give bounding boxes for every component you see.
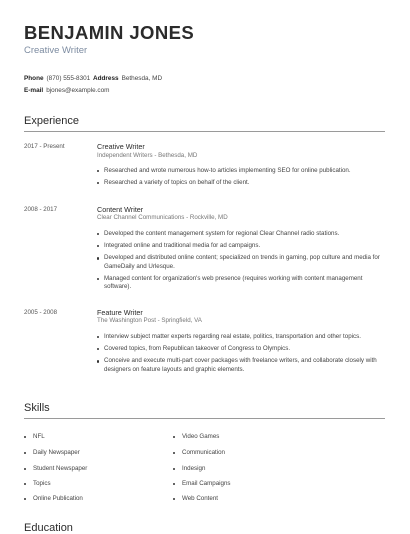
job-bullet: Researched and wrote numerous how-to articles implementing SEO for online publication.: [97, 167, 385, 175]
contact-address: [93, 75, 162, 82]
candidate-name: BENJAMIN JONES: [24, 22, 195, 43]
address-label: Address: [93, 75, 119, 82]
contact-phone: [24, 75, 90, 82]
address-value: Bethesda, MD: [121, 75, 163, 82]
email-value: bjones@example.com: [46, 87, 110, 94]
job-bullet: Interview subject matter experts regarding real estate, politics, transportation and other topics.: [97, 333, 385, 341]
skill-item: Online Publication: [24, 495, 83, 502]
job-employer: Independent Writers - Bethesda, MD: [97, 152, 198, 159]
job-bullet: Managed content for organization's web presence (requires working with content management software).: [97, 275, 385, 291]
job-bullet: Covered topics, from Republican takeover of Congress to Olympics.: [97, 345, 385, 353]
skill-item: Video Games: [173, 433, 219, 440]
job-dates: 2008 - 2017: [24, 206, 58, 213]
phone-value: (870) 555-8301: [46, 75, 91, 82]
skill-item: Email Campaigns: [173, 480, 231, 487]
job-title: Feature Writer: [97, 308, 143, 317]
experience-heading: Experience: [24, 115, 80, 127]
skill-item: Indesign: [173, 465, 205, 472]
skills-divider: [24, 418, 385, 419]
job-bullets: [97, 333, 385, 374]
skill-item: Daily Newspaper: [24, 449, 80, 456]
job-employer: Clear Channel Communications - Rockville, MD: [97, 214, 228, 221]
job-bullet: Conceive and execute multi-part cover packages with freelance writers, and collaborate closely with designers on feature layouts and graphic elements.: [97, 357, 385, 373]
job-bullet: Integrated online and traditional media for ad campaigns.: [97, 242, 385, 250]
job-dates: 2017 - Present: [24, 143, 65, 150]
job-bullet: Developed and distributed online content; specialized on trends in gaming, pop culture and media for GameDaily and Urlesque.: [97, 254, 385, 270]
job-bullet: Researched a variety of topics on behalf of the client.: [97, 179, 385, 187]
job-bullet: Developed the content management system for regional Clear Channel radio stations.: [97, 230, 385, 238]
skill-item: NFL: [24, 433, 45, 440]
candidate-title: Creative Writer: [24, 45, 88, 56]
skill-item: Student Newspaper: [24, 465, 87, 472]
education-heading: Education: [24, 522, 73, 534]
skill-item: Topics: [24, 480, 51, 487]
phone-label: Phone: [24, 75, 44, 82]
job-bullets: [97, 167, 385, 187]
contact-email: [24, 87, 110, 94]
job-title: Content Writer: [97, 205, 144, 214]
job-bullets: [97, 230, 385, 291]
job-employer: The Washington Post - Springfield, VA: [97, 317, 202, 324]
experience-divider: [24, 131, 385, 132]
skills-heading: Skills: [24, 402, 50, 414]
job-dates: 2005 - 2008: [24, 309, 58, 316]
skill-item: Communication: [173, 449, 225, 456]
job-title: Creative Writer: [97, 142, 145, 151]
skill-item: Web Content: [173, 495, 218, 502]
email-label: E-mail: [24, 87, 44, 94]
